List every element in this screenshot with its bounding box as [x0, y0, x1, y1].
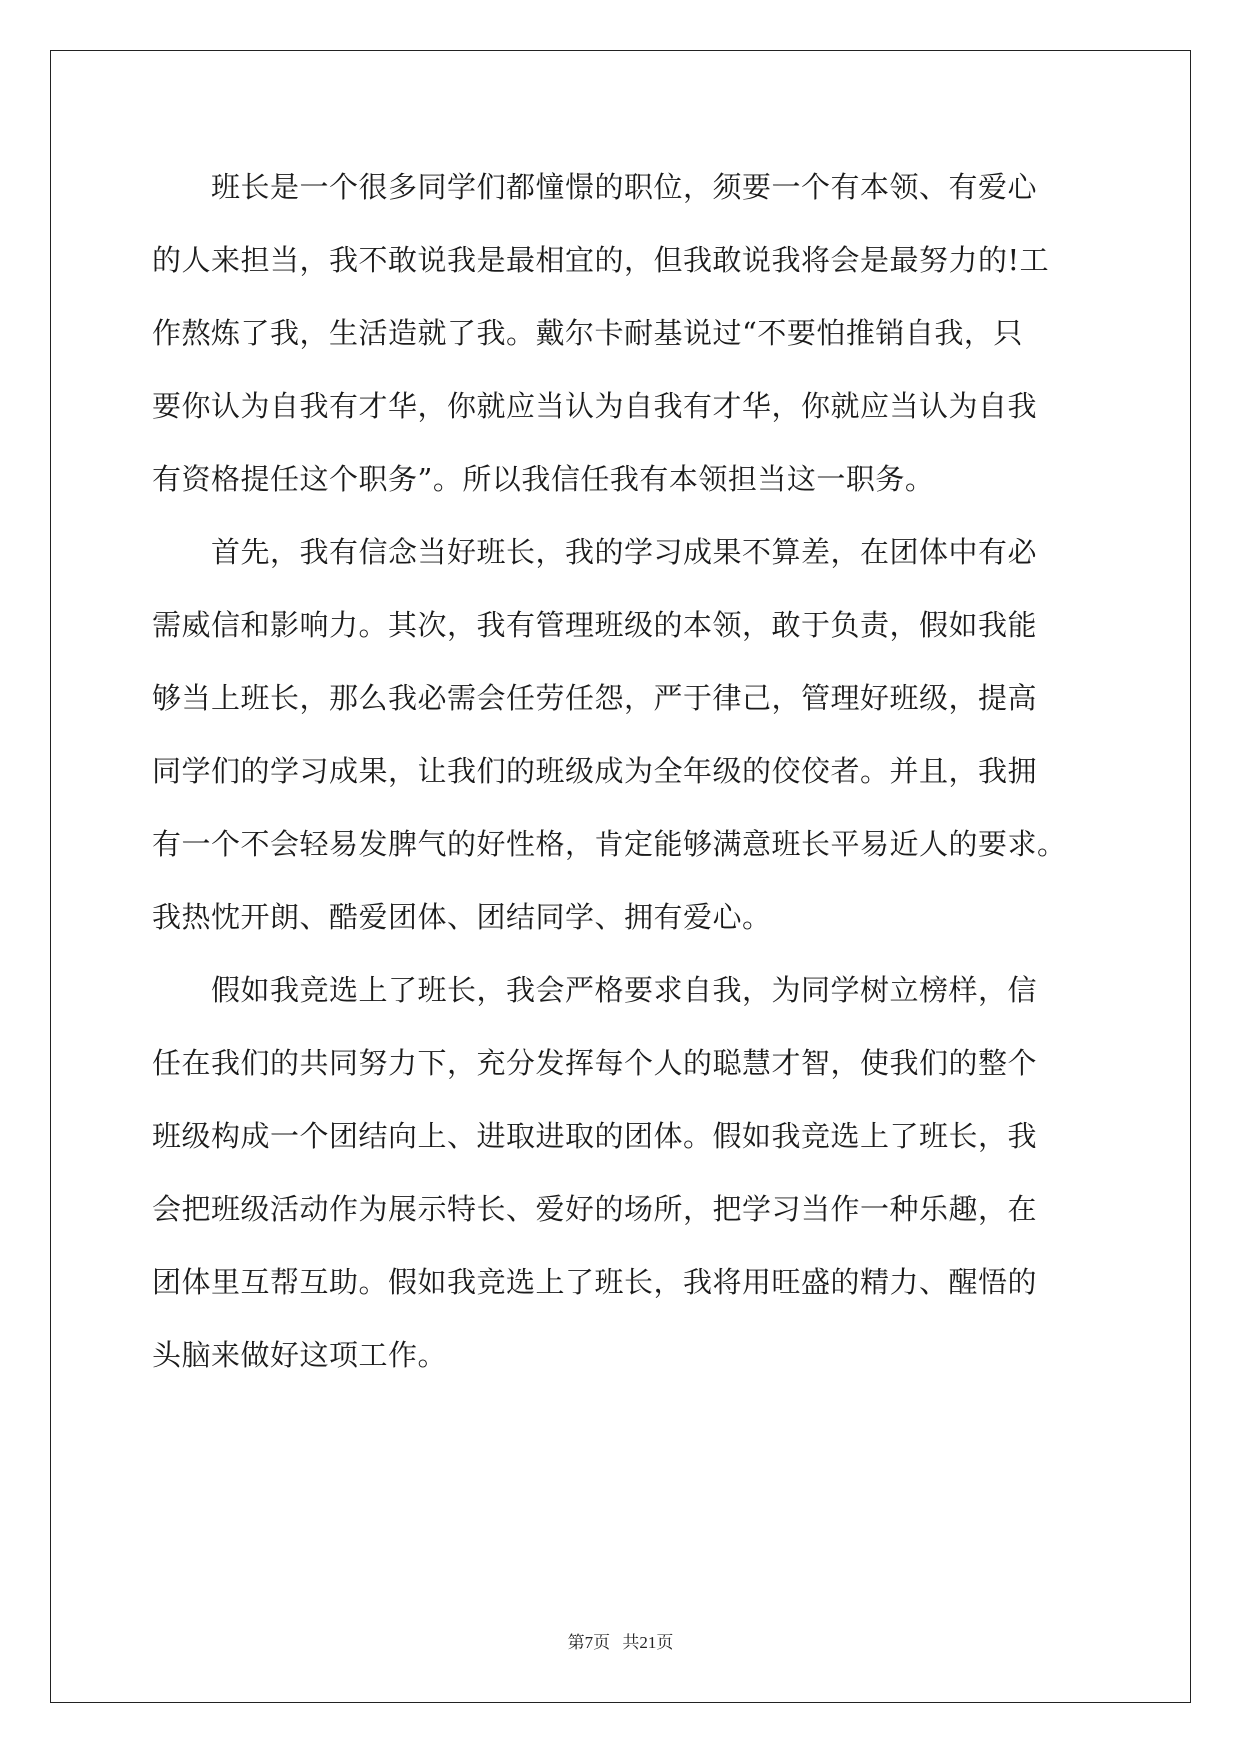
- text-line: 班级构成一个团结向上、进取进取的团体。假如我竞选上了班长，我: [152, 1119, 1038, 1153]
- page-footer: [0, 1628, 1241, 1653]
- page-number: 第7页: [567, 1633, 611, 1652]
- text-line: 任在我们的共同努力下，充分发挥每个人的聪慧才智，使我们的整个: [152, 1046, 1038, 1080]
- text-line: 假如我竞选上了班长，我会严格要求自我，为同学树立榜样，信: [152, 973, 1038, 1007]
- text-line: 班长是一个很多同学们都憧憬的职位，须要一个有本领、有爱心: [152, 170, 1038, 204]
- text-line: 头脑来做好这项工作。: [152, 1338, 448, 1372]
- text-line: 有一个不会轻易发脾气的好性格，肯定能够满意班长平易近人的要求。: [152, 827, 1067, 861]
- text-line: 有资格提任这个职务”。所以我信任我有本领担当这一职务。: [152, 462, 935, 496]
- text-line: 我热忱开朗、酷爱团体、团结同学、拥有爱心。: [152, 900, 772, 934]
- text-line: 同学们的学习成果，让我们的班级成为全年级的佼佼者。并且，我拥: [152, 754, 1038, 788]
- text-line: 首先，我有信念当好班长，我的学习成果不算差，在团体中有必: [152, 535, 1038, 569]
- page-total: 共21页: [622, 1633, 674, 1652]
- text-line: 作熬炼了我，生活造就了我。戴尔卡耐基说过“不要怕推销自我，只: [152, 316, 1023, 350]
- page-frame: [50, 50, 1191, 1703]
- text-line: 会把班级活动作为展示特长、爱好的场所，把学习当作一种乐趣，在: [152, 1192, 1038, 1226]
- text-line: 团体里互帮互助。假如我竞选上了班长，我将用旺盛的精力、醒悟的: [152, 1265, 1038, 1299]
- text-line: 要你认为自我有才华，你就应当认为自我有才华，你就应当认为自我: [152, 389, 1038, 423]
- text-line: 需威信和影响力。其次，我有管理班级的本领，敢于负责，假如我能: [152, 608, 1038, 642]
- text-line: 的人来担当，我不敢说我是最相宜的，但我敢说我将会是最努力的!工: [152, 243, 1050, 277]
- text-line: 够当上班长，那么我必需会任劳任怨，严于律己，管理好班级，提高: [152, 681, 1038, 715]
